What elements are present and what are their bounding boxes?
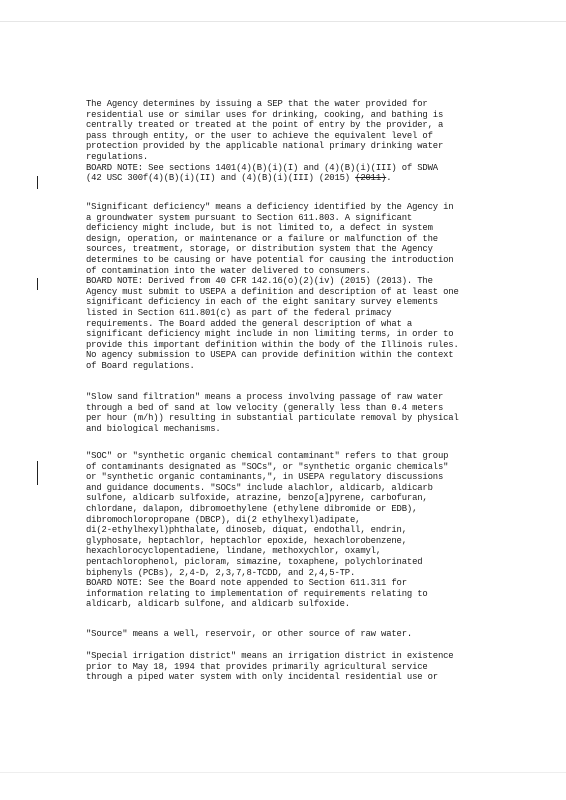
change-bar [37, 278, 38, 290]
text-line: residential use or similar uses for drinking, cooking, and bathing is [86, 109, 444, 120]
board-note-line: provide this important definition within the body of the Illinois rules. [86, 339, 459, 350]
text-line: prior to May 18, 1994 that provides primarily agricultural service [86, 661, 428, 672]
text-line: glyphosate, heptachlor, heptachlor epoxide, hexachlorobenzene, [86, 535, 407, 546]
text-line: and biological mechanisms. [86, 423, 221, 434]
board-note-line: listed in Section 611.801(c) as part of the federal primacy [86, 307, 392, 318]
text-line: design, operation, or maintenance or a failure or malfunction of the [86, 233, 438, 244]
text-line: "Special irrigation district" means an irrigation district in existence [86, 651, 454, 661]
change-bar [37, 461, 38, 485]
text-line: through a piped water system with only incidental residential use or [86, 672, 438, 683]
text-line: regulations. [86, 151, 149, 162]
text-line: protection provided by the applicable national primary drinking water [86, 141, 444, 152]
board-note-line: information relating to implementation of requirements relating to [86, 588, 428, 599]
board-note-line: significant deficiency might include in non limiting terms, in order to [86, 329, 454, 340]
text-line: sources, treatment, storage, or distribution system that the Agency [86, 244, 433, 255]
text-line: of contaminants designated as "SOCs", or "synthetic organic chemicals" [86, 461, 449, 472]
page-bottom-edge [0, 772, 566, 773]
text-line: or "synthetic organic contaminants,", in USEPA regulatory discussions [86, 472, 444, 483]
board-note-line: requirements. The Board added the general description of what a [86, 318, 413, 329]
text-line: chlordane, dalapon, dibromoethylene (ethylene dibromide or EDB), [86, 503, 418, 514]
text-line: "Slow sand filtration" means a process involving passage of raw water [86, 392, 444, 402]
text-line: deficiency might include, but is not limited to, a defect in system [86, 223, 433, 234]
struck-citation-year: (2011) [355, 173, 387, 184]
text-line: per hour (m/h)) resulting in substantial particulate removal by physical [86, 413, 459, 424]
paragraph-slow-sand-filtration [86, 392, 532, 434]
paragraph-soc [86, 451, 532, 610]
text-line: pass through entity, or the user to achieve the equivalent level of [86, 130, 433, 141]
text-line: of contamination into the water delivered to consumers. [86, 265, 371, 276]
paragraph-significant-deficiency [86, 202, 532, 372]
page-top-edge [0, 21, 566, 22]
text-line: centrally treated or treated at the point of entry by the provider, a [86, 120, 444, 131]
paragraph-residential-use [86, 99, 532, 184]
board-note-line: significant deficiency in each of the eight sanitary survey elements [86, 297, 438, 308]
text-line: di(2-ethylhexyl)phthalate, dinoseb, diquat, endothall, endrin, [86, 525, 407, 536]
board-note-line: of Board regulations. [86, 360, 195, 371]
text-line: The Agency determines by issuing a SEP that the water provided for [86, 99, 428, 109]
paragraph-special-irrigation-district [86, 651, 532, 683]
text-line: hexachlorocyclopentadiene, lindane, methoxychlor, oxamyl, [86, 546, 382, 557]
text-line: pentachlorophenol, picloram, simazine, toxaphene, polychlorinated [86, 556, 423, 567]
text-line: "Source" means a well, reservoir, or other source of raw water. [86, 629, 413, 639]
board-note-line [86, 173, 532, 184]
change-bar [37, 176, 38, 189]
board-note-line: BOARD NOTE: See the Board note appended to Section 611.311 for [86, 578, 407, 589]
text-line: through a bed of sand at low velocity (generally less than 0.4 meters [86, 402, 444, 413]
board-note-line: No agency submission to USEPA can provide definition within the context [86, 350, 454, 361]
line-tail: . [386, 173, 392, 184]
text-line: sulfone, aldicarb sulfoxide, atrazine, benzo[a]pyrene, carbofuran, [86, 493, 428, 504]
text-line: "Significant deficiency" means a deficiency identified by the Agency in [86, 202, 454, 212]
text-line: and guidance documents. "SOCs" include alachlor, aldicarb, aldicarb [86, 482, 433, 493]
board-note-line: aldicarb, aldicarb sulfone, and aldicarb sulfoxide. [86, 599, 350, 610]
text-line: determines to be causing or have potential for causing the introduction [86, 254, 454, 265]
text-line: "SOC" or "synthetic organic chemical contaminant" refers to that group [86, 451, 449, 461]
text-line: a groundwater system pursuant to Section 611.803. A significant [86, 212, 413, 223]
board-note-line: BOARD NOTE: See sections 1401(4)(B)(i)(I) and (4)(B)(i)(III) of SDWA [86, 162, 438, 173]
board-note-line: Agency must submit to USEPA a definition and description of at least one [86, 286, 459, 297]
board-note-text: (42 USC 300f(4)(B)(i)(II) and (4)(B)(i)(III) (2015) [86, 173, 356, 184]
paragraph-source [86, 629, 532, 640]
text-line: dibromochloropropane (DBCP), di(2 ethylhexyl)adipate, [86, 514, 361, 525]
text-line: biphenyls (PCBs), 2,4-D, 2,3,7,8-TCDD, and 2,4,5-TP. [86, 567, 356, 578]
board-note-line: BOARD NOTE: Derived from 40 CFR 142.16(o)(2)(iv) (2015) (2013). The [86, 276, 433, 287]
